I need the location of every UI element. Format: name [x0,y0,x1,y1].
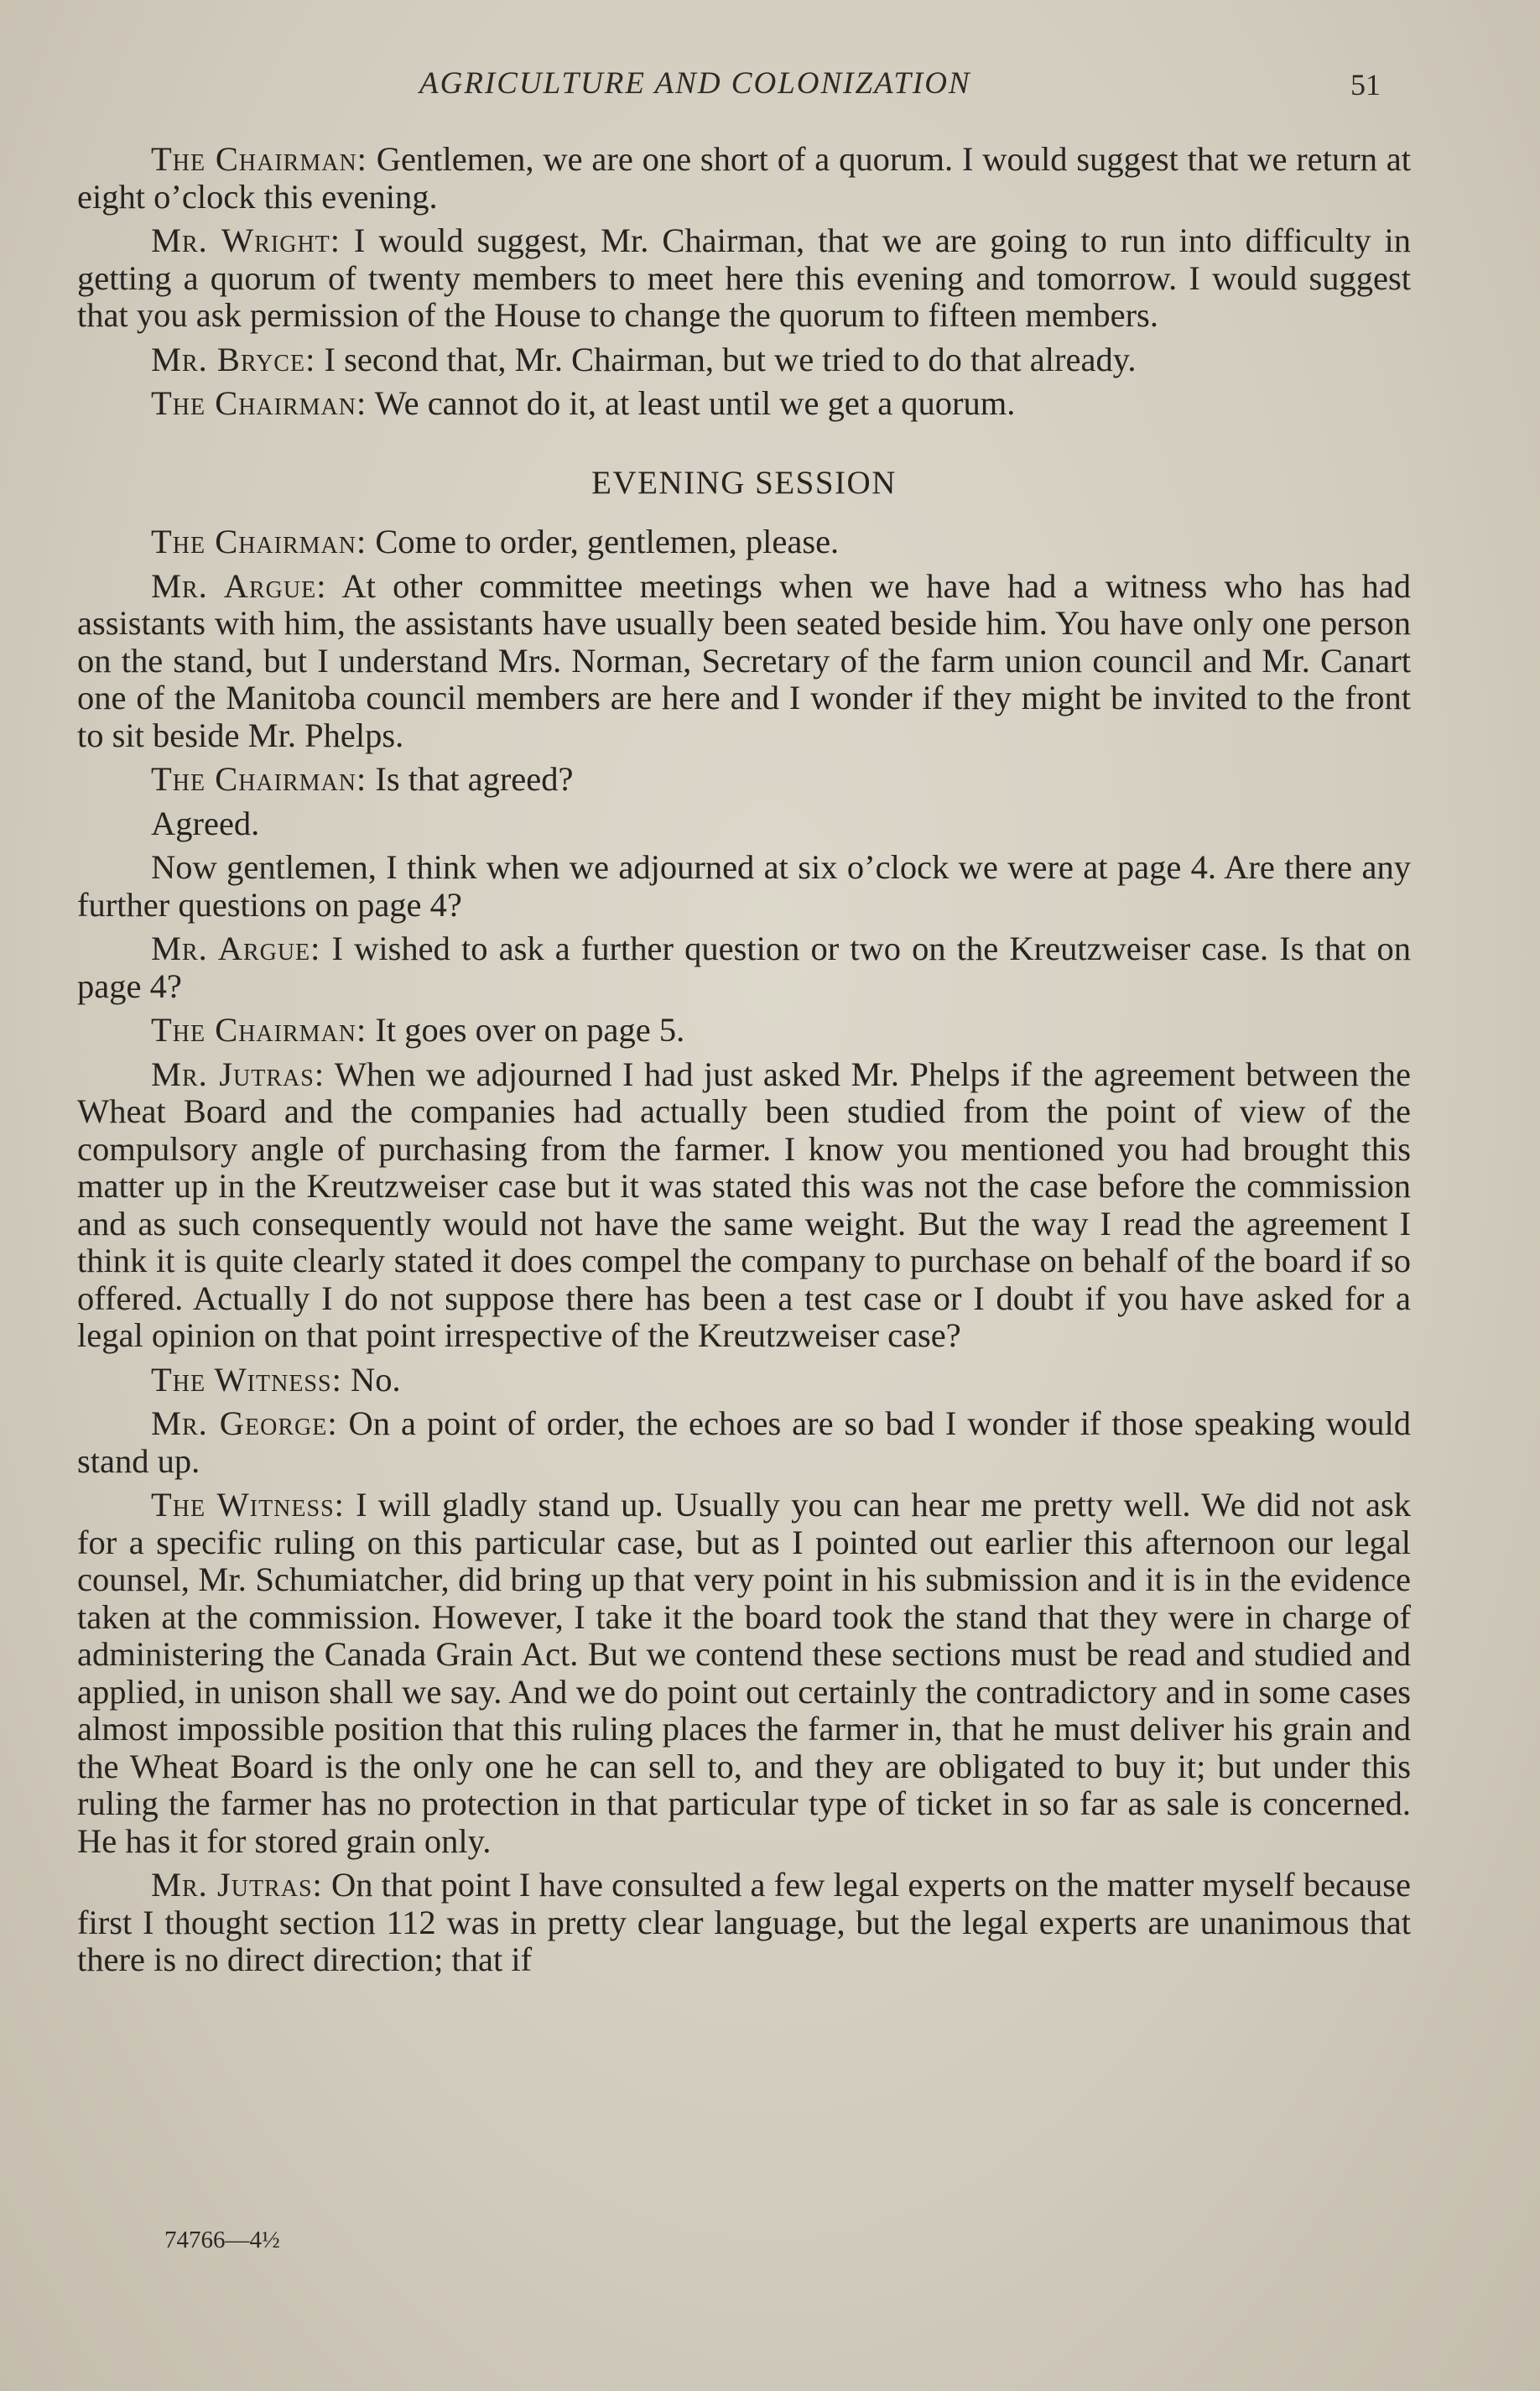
speech-text: Is that agreed? [367,760,574,798]
speaker-name: The Chairman: [151,140,367,178]
speech-text: I wished to ask a further question or two on the Kreutzweiser case. Is that on page 4? [77,930,1411,1005]
paragraph [77,1487,1411,1860]
page-number: 51 [1350,68,1381,102]
section-heading: EVENING SESSION [591,464,897,501]
speech-text: I will gladly stand up. Usually you can hear me pretty well. We did not ask for a specific ruling on this particular case, but as I pointed out earlier this afternoon our legal counsel, Mr. Schumiatcher, did bring up that very point in his submission and it is in the evidence taken at the commission. However, I take it the board took the stand that they were in charge of administering the Canada Grain Act. But we contend these sections must be read and studied and applied, in unison shall we say. And we do point out certainly the contradictory and in some cases almost impossible position that this ruling places the farmer in, that he must deliver his grain and the Wheat Board is the only one he can sell to, and they are obligated to buy it; but under this ruling the farmer has no protection in that particular type of ticket in so far as sale is concerned. He has it for stored grain only. [77,1486,1411,1860]
speech-text: Come to order, gentlemen, please. [367,523,840,560]
speaker-name: Mr. Bryce: [151,340,316,378]
speech-text: It goes over on page 5. [367,1011,685,1049]
speech-text: Gentlemen, we are one short of a quorum. I would suggest that we return at eight o’clock this evening. [77,140,1411,216]
paragraph [77,930,1411,1005]
paragraph [77,568,1411,755]
paragraph [77,761,1411,799]
paragraph [77,222,1411,335]
speech-text: When we adjourned I had just asked Mr. Phelps if the agreement between the Wheat Board and the companies had actually been studied from the point of view of the compulsory angle of purchasing from the farmer. I know you mentioned you had brought this matter up in the Kreutzweiser case but it was stated this was not the case before the commission and as such consequently would not have the same weight. But the way I read the agreement I think it is quite clearly stated it does compel the company to purchase on behalf of the board if so offered. Actually I do not suppose there has been a test case or I doubt if you have asked for a legal opinion on that point irrespective of the Kreutzweiser case? [77,1055,1411,1354]
running-head [0,65,1540,107]
paragraph [77,141,1411,216]
print-code: 74766—4½ [164,2227,280,2253]
paragraph [77,1405,1411,1480]
speech-text: At other committee meetings when we have had a witness who has had assistants with him, the assistants have usually been seated beside him. You have only one person on the stand, but I understand Mrs. Norman, Secretary of the farm union council and Mr. Canart one of the Manitoba council members are here and I wonder if they might be invited to the front to sit beside Mr. Phelps. [77,566,1411,754]
body-text [77,141,1411,1986]
speech-text: Agreed. [151,804,260,842]
paragraph [77,1362,1411,1399]
speech-text: We cannot do it, at least until we get a quorum. [367,384,1016,422]
speaker-name: Mr. Argue: [151,930,321,967]
speaker-name: Mr. George: [151,1404,338,1442]
speaker-name: Mr. Jutras: [151,1055,325,1093]
speaker-name: The Witness: [151,1486,345,1524]
paragraph [77,1012,1411,1050]
paragraph [77,1056,1411,1355]
speaker-name: The Chairman: [151,760,367,798]
running-title: AGRICULTURE AND COLONIZATION [419,66,971,101]
speech-text: Now gentlemen, I think when we adjourned at six o’clock we were at page 4. Are there any further questions on page 4? [77,848,1411,924]
speaker-name: The Chairman: [151,523,367,560]
speaker-name: The Chairman: [151,1011,367,1049]
paragraph [77,805,1411,843]
speaker-name: Mr. Wright: [151,221,341,259]
speaker-name: The Witness: [151,1360,342,1399]
paragraph [77,1867,1411,1979]
speaker-name: The Chairman: [151,384,367,422]
speech-text: No. [341,1360,401,1399]
paragraph [77,524,1411,561]
paragraph [77,849,1411,924]
speech-text: On a point of order, the echoes are so bad I wonder if those speaking would stand up. [77,1404,1411,1480]
paragraph [77,341,1411,379]
speech-text: I would suggest, Mr. Chairman, that we are going to run into difficulty in getting a quorum of twenty members to meet here this evening and tomorrow. I would suggest that you ask permission of the House to change the quorum to fifteen members. [77,221,1411,334]
speech-text: I second that, Mr. Chairman, but we tried to do that already. [315,340,1137,378]
speaker-name: Mr. Jutras: [151,1866,323,1904]
speech-text: On that point I have consulted a few legal experts on the matter myself because first I thought section 112 was in pretty clear language, but the legal experts are unanimous that there is no direct direction; that if [77,1866,1411,1978]
speaker-name: Mr. Argue: [151,566,327,605]
paragraph [77,385,1411,423]
